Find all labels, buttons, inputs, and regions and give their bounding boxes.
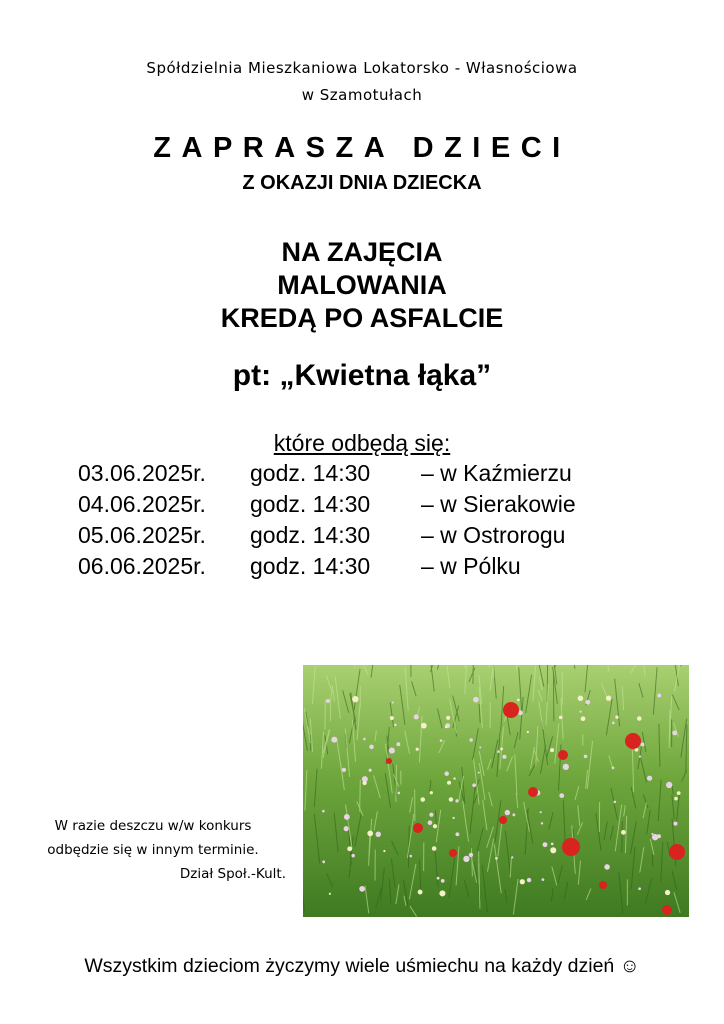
wildflower-dot: [505, 810, 510, 815]
event-line-3: KREDĄ PO ASFALCIE: [220, 303, 504, 333]
wildflower-dot: [584, 755, 588, 759]
wildflower-dot: [445, 726, 448, 729]
wildflower-dot: [352, 696, 358, 702]
invite-occasion: Z OKAZJI DNIA DZIECKA: [242, 172, 482, 194]
wildflower-dot: [551, 842, 554, 845]
wildflower-dot: [390, 716, 394, 720]
rain-note: [20, 814, 286, 886]
wildflower-dot: [432, 846, 437, 851]
wildflower-dot: [421, 723, 427, 729]
wildflower-dot: [440, 739, 443, 742]
wildflower-dot: [578, 696, 584, 702]
wildflower-dot: [497, 750, 500, 753]
wildflower-dot: [394, 723, 397, 726]
poppy-flower: [662, 905, 672, 915]
wildflower-dot: [472, 783, 476, 787]
wildflower-dot: [672, 730, 677, 735]
wildflower-dot: [444, 771, 449, 776]
wildflower-dot: [495, 857, 498, 860]
wildflower-dot: [347, 846, 352, 851]
wildflower-dot: [673, 822, 677, 826]
schedule-time: godz. 14:30: [250, 522, 371, 548]
wildflower-dot: [613, 801, 616, 804]
wildflower-dot: [441, 879, 445, 883]
poppy-flower: [386, 758, 392, 764]
wildflower-dot: [657, 694, 661, 698]
wildflower-dot: [612, 767, 615, 770]
org-line-1: Spółdzielnia Mieszkaniowa Lokatorsko - Własnościowa: [146, 59, 578, 77]
wildflower-dot: [550, 748, 554, 752]
wildflower-dot: [469, 738, 472, 741]
wildflower-dot: [359, 886, 365, 892]
wildflower-dot: [449, 797, 453, 801]
wildflower-dot: [351, 854, 355, 858]
wildflower-dot: [559, 716, 563, 720]
rain-note-line-1: W razie deszczu w/w konkurs: [54, 818, 252, 834]
wildflower-dot: [585, 700, 590, 705]
wildflower-dot: [517, 699, 520, 702]
wildflower-dot: [647, 776, 652, 781]
schedule-place: – w Pólku: [421, 553, 521, 579]
schedule-time: godz. 14:30: [250, 460, 371, 486]
wildflower-dot: [612, 722, 615, 725]
wildflower-dot: [511, 856, 513, 858]
wildflower-dot: [367, 830, 373, 836]
wildflower-dot: [428, 820, 433, 825]
wildflower-dot: [665, 890, 670, 895]
wildflower-dot: [418, 890, 423, 895]
wildflower-dot: [473, 697, 479, 703]
wildflower-dot: [410, 855, 413, 858]
organization-name: [0, 55, 724, 109]
wildflower-dot: [389, 748, 395, 754]
wildflower-dot: [398, 792, 401, 795]
wildflower-dot: [455, 799, 458, 802]
wildflower-dot: [652, 834, 658, 840]
wildflower-dot: [322, 860, 325, 863]
rain-note-signature: Dział Społ.-Kult.: [179, 866, 286, 882]
wildflower-dot: [606, 695, 611, 700]
wildflower-dot: [342, 768, 346, 772]
schedule-time: godz. 14:30: [250, 491, 371, 517]
schedule-place: – w Kaźmierzu: [421, 460, 572, 486]
event-name: [0, 236, 724, 335]
wildflower-dot: [639, 755, 641, 757]
poppy-flower: [625, 733, 641, 749]
wildflower-dot: [396, 742, 400, 746]
wildflower-dot: [447, 781, 451, 785]
poppy-flower: [503, 702, 519, 718]
wildflower-dot: [542, 878, 545, 881]
wildflower-dot: [500, 748, 503, 751]
poppy-flower: [449, 849, 457, 857]
wildflower-dot: [416, 748, 419, 751]
wildflower-dot: [363, 738, 366, 741]
invite-headline: ZAPRASZA DZIECI: [153, 132, 571, 164]
wildflower-dot: [452, 817, 454, 819]
schedule-date: 05.06.2025r.: [78, 522, 206, 548]
meadow-photo: [303, 665, 689, 917]
wildflower-dot: [512, 813, 515, 816]
wildflower-dot: [641, 743, 645, 747]
wildflower-dot: [429, 813, 433, 817]
schedule-row: [0, 520, 724, 551]
wildflower-dot: [543, 842, 548, 847]
wildflower-dot: [439, 890, 445, 896]
wildflower-dot: [392, 701, 394, 703]
wildflower-dot: [369, 769, 372, 772]
wildflower-dot: [677, 791, 681, 795]
wildflower-dot: [550, 847, 556, 853]
wildflower-dot: [344, 814, 350, 820]
poppy-flower: [669, 844, 685, 860]
wildflower-dot: [581, 716, 586, 721]
footer-wish: Wszystkim dzieciom życzymy wiele uśmiechu na każdy dzień ☺: [84, 955, 640, 977]
wildflower-dot: [579, 711, 581, 713]
schedule-date: 04.06.2025r.: [78, 491, 206, 517]
poppy-flower: [558, 750, 568, 760]
wildflower-dot: [453, 777, 456, 780]
wildflower-dot: [430, 791, 433, 794]
wildflower-dot: [383, 850, 385, 852]
schedule-time: godz. 14:30: [250, 553, 371, 579]
schedule-row: [0, 458, 724, 489]
wildflower-dot: [541, 822, 543, 824]
org-line-2: w Szamotułach: [301, 86, 423, 104]
schedule-date: 03.06.2025r.: [78, 460, 206, 486]
wildflower-dot: [621, 830, 626, 835]
wildflower-dot: [559, 793, 564, 798]
rain-note-line-2: odbędzie się w innym terminie.: [47, 842, 259, 858]
wildflower-dot: [479, 746, 481, 748]
schedule-row: [0, 551, 724, 582]
poppy-flower: [562, 838, 580, 856]
wildflower-dot: [666, 782, 672, 788]
wildflower-dot: [369, 745, 374, 750]
wildflower-dot: [674, 797, 678, 801]
wildflower-dot: [455, 832, 459, 836]
schedule-heading: które odbędą się:: [273, 430, 451, 456]
wildflower-dot: [604, 864, 610, 870]
poppy-flower: [528, 787, 538, 797]
schedule-date: 06.06.2025r.: [78, 553, 206, 579]
poppy-flower: [413, 823, 423, 833]
wildflower-dot: [446, 716, 450, 720]
wildflower-dot: [527, 878, 531, 882]
wildflower-dot: [322, 810, 325, 813]
wildflower-dot: [638, 887, 641, 890]
wildflower-dot: [502, 755, 506, 759]
wildflower-dot: [326, 699, 330, 703]
poppy-flower: [599, 881, 607, 889]
wildflower-dot: [437, 877, 440, 880]
wildflower-dot: [637, 716, 642, 721]
wildflower-dot: [563, 764, 569, 770]
poppy-flower: [499, 816, 507, 824]
wildflower-dot: [344, 826, 349, 831]
wildflower-dot: [463, 856, 469, 862]
wildflower-dot: [420, 797, 425, 802]
wildflower-dot: [329, 893, 331, 895]
event-line-1: NA ZAJĘCIA: [281, 237, 443, 267]
wildflower-dot: [540, 811, 542, 813]
wildflower-dot: [414, 714, 419, 719]
wildflower-dot: [478, 772, 480, 774]
schedule-list: [0, 458, 724, 582]
wildflower-dot: [527, 731, 529, 733]
schedule-place: – w Ostrorogu: [421, 522, 566, 548]
schedule-row: [0, 489, 724, 520]
event-line-2: MALOWANIA: [277, 270, 447, 300]
wildflower-dot: [433, 824, 437, 828]
schedule-place: – w Sierakowie: [421, 491, 576, 517]
wildflower-dot: [331, 737, 337, 743]
wildflower-dot: [520, 879, 525, 884]
wildflower-dot: [376, 832, 381, 837]
wildflower-dot: [469, 853, 473, 857]
wildflower-dot: [362, 781, 366, 785]
wildflower-dot: [615, 716, 618, 719]
event-title: pt: „Kwietna łąka”: [232, 359, 492, 392]
